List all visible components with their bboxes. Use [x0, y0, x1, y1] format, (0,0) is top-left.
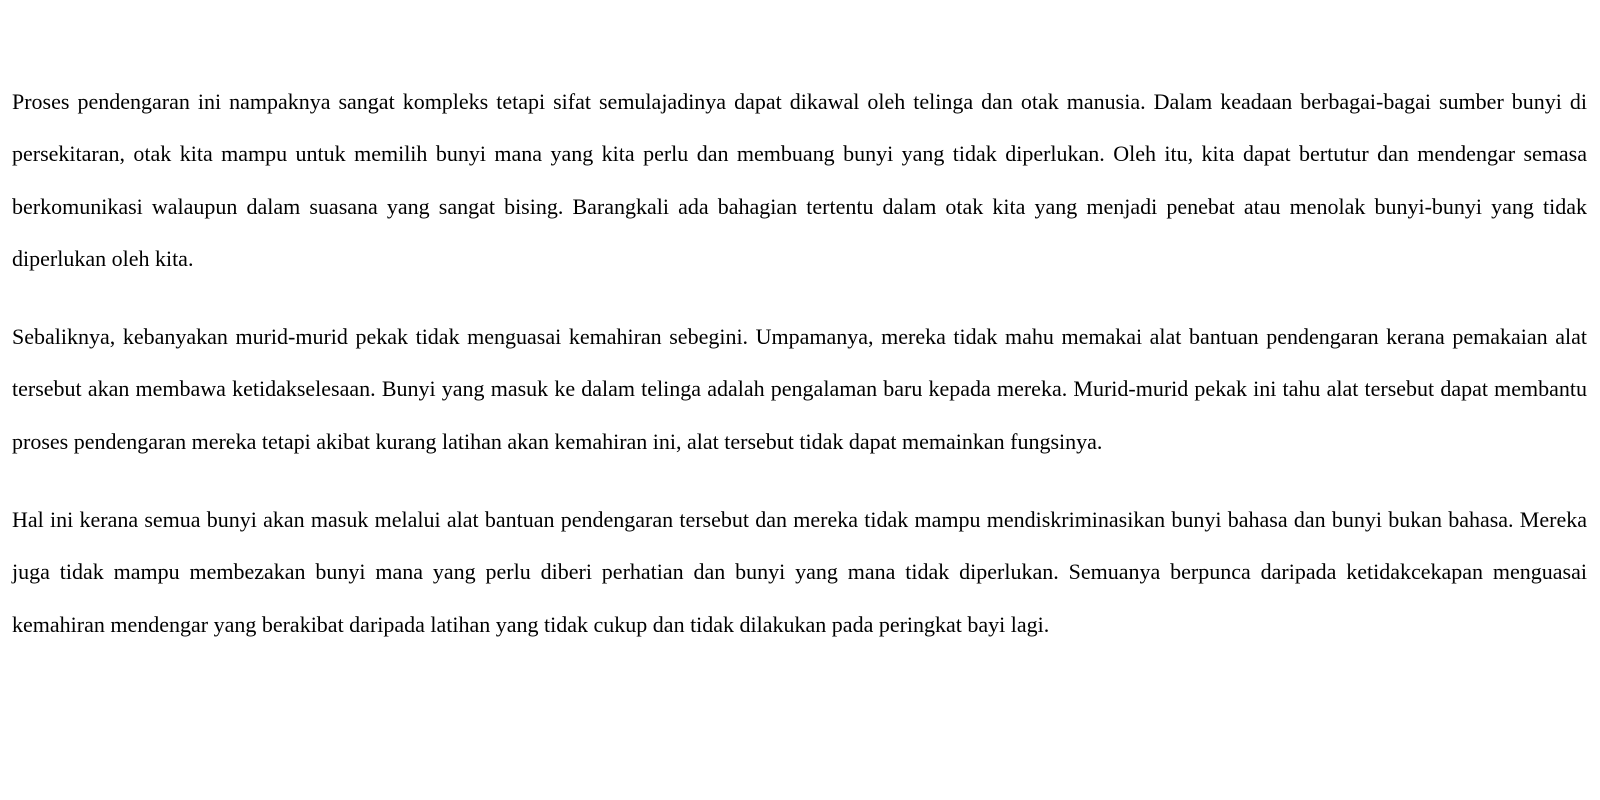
- paragraph-1: Proses pendengaran ini nampaknya sangat kompleks tetapi sifat semulajadinya dapat dikawal oleh telinga dan otak manusia. Dalam keadaan berbagai-bagai sumber bunyi di persekitaran, otak kita mampu untuk memilih bunyi mana yang kita perlu dan membuang bunyi yang tidak diperlukan. Oleh itu, kita dapat bertutur dan mendengar semasa berkomunikasi walaupun dalam suasana yang sangat bising. Barangkali ada bahagian tertentu dalam otak kita yang menjadi penebat atau menolak bunyi-bunyi yang tidak diperlukan oleh kita.: [12, 89, 1587, 271]
- paragraph-3: Hal ini kerana semua bunyi akan masuk melalui alat bantuan pendengaran tersebut dan mereka tidak mampu mendiskriminasikan bunyi bahasa dan bunyi bukan bahasa. Mereka juga tidak mampu membezakan bunyi mana yang perlu diberi perhatian dan bunyi yang mana tidak diperlukan. Semuanya berpunca daripada ketidakcekapan menguasai kemahiran mendengar yang berakibat daripada latihan yang tidak cukup dan tidak dilakukan pada peringkat bayi lagi.: [12, 507, 1587, 637]
- paragraph-2: Sebaliknya, kebanyakan murid-murid pekak tidak menguasai kemahiran sebegini. Umpamanya, mereka tidak mahu memakai alat bantuan pendengaran kerana pemakaian alat tersebut akan membawa ketidakselesaan. Bunyi yang masuk ke dalam telinga adalah pengalaman baru kepada mereka. Murid-murid pekak ini tahu alat tersebut dapat membantu proses pendengaran mereka tetapi akibat kurang latihan akan kemahiran ini, alat tersebut tidak dapat memainkan fungsinya.: [12, 324, 1587, 454]
- document-body: [12, 76, 1587, 677]
